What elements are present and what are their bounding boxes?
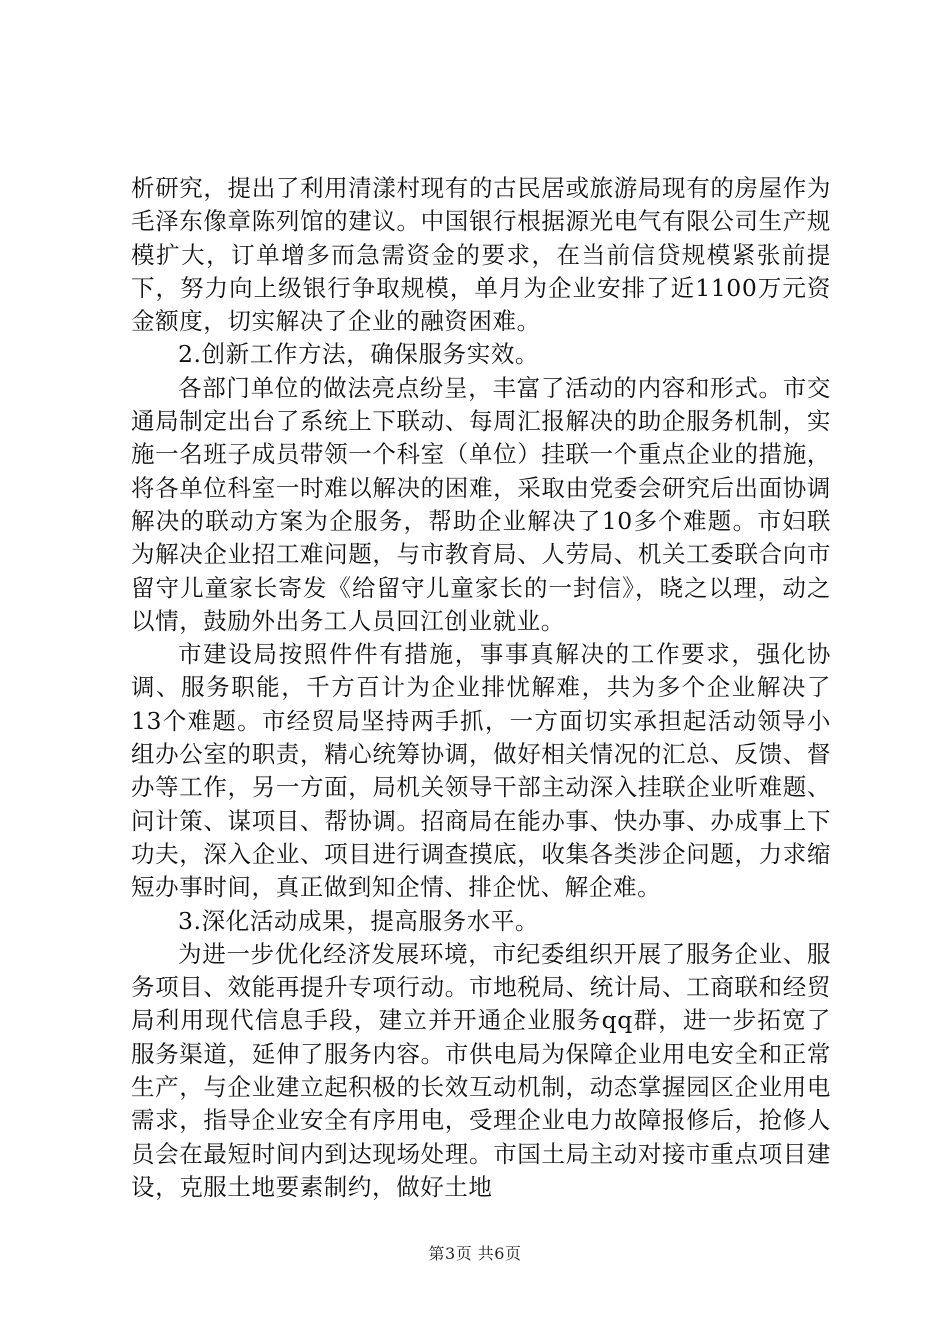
page-number-footer: 第3页 共6页: [428, 1244, 522, 1263]
paragraph-continuation: 析研究，提出了利用清漾村现有的古民居或旅游局现有的房屋作为毛泽东像章陈列馆的建议。中国银行根据源光电气有限公司生产规模扩大，订单增多而急需资金的要求，在当前信贷规模紧张前提下，努力向上级银行争取规模，单月为企业安排了近1100万元资金额度，切实解决了企业的融资困难。: [131, 174, 831, 336]
paragraph-construction-bureau: 市建设局按照件件有措施，事事真解决的工作要求，强化协调、服务职能，千方百计为企业排忧解难，共为多个企业解决了13个难题。市经贸局坚持两手抓，一方面切实承担起活动领导小组办公室的职责，精心统筹协调，做好相关情况的汇总、反馈、督办等工作，另一方面，局机关领导干部主动深入挂联企业听难题、问计策、谋项目、帮协调。招商局在能办事、快办事、办成事上下功夫，深入企业、项目进行调查摸底，收集各类涉企问题，力求缩短办事时间，真正做到知企情、排企忧、解企难。: [131, 640, 831, 902]
paragraph-departments: 各部门单位的做法亮点纷呈，丰富了活动的内容和形式。市交通局制定出台了系统上下联动、每周汇报解决的助企服务机制，实施一名班子成员带领一个科室（单位）挂联一个重点企业的措施，将各单位科室一时难以解决的困难，采取由党委会研究后出面协调解决的联动方案为企服务，帮助企业解决了10多个难题。市妇联为解决企业招工难问题，与市教育局、人劳局、机关工委联合向市留守儿童家长寄发《给留守儿童家长的一封信》，晓之以理，动之以情，鼓励外出务工人员回江创业就业。: [131, 373, 831, 635]
document-body: [131, 172, 831, 1204]
section-heading-3: 3.深化活动成果，提高服务水平。: [178, 906, 540, 935]
paragraph-economic-environment: 为进一步优化经济发展环境，市纪委组织开展了服务企业、服务项目、效能再提升专项行动。市地税局、统计局、工商联和经贸局利用现代信息手段，建立并开通企业服务qq群，进一步拓宽了服务渠道，延伸了服务内容。市供电局为保障企业用电安全和正常生产，与企业建立起积极的长效互动机制，动态掌握园区企业用电需求，指导企业安全有序用电，受理企业电力故障报修后，抢修人员会在最短时间内到达现场处理。市国土局主动对接市重点项目建设，克服土地要素制约，做好土地: [131, 939, 831, 1201]
section-heading-2: 2.创新工作方法，确保服务实效。: [178, 340, 540, 369]
